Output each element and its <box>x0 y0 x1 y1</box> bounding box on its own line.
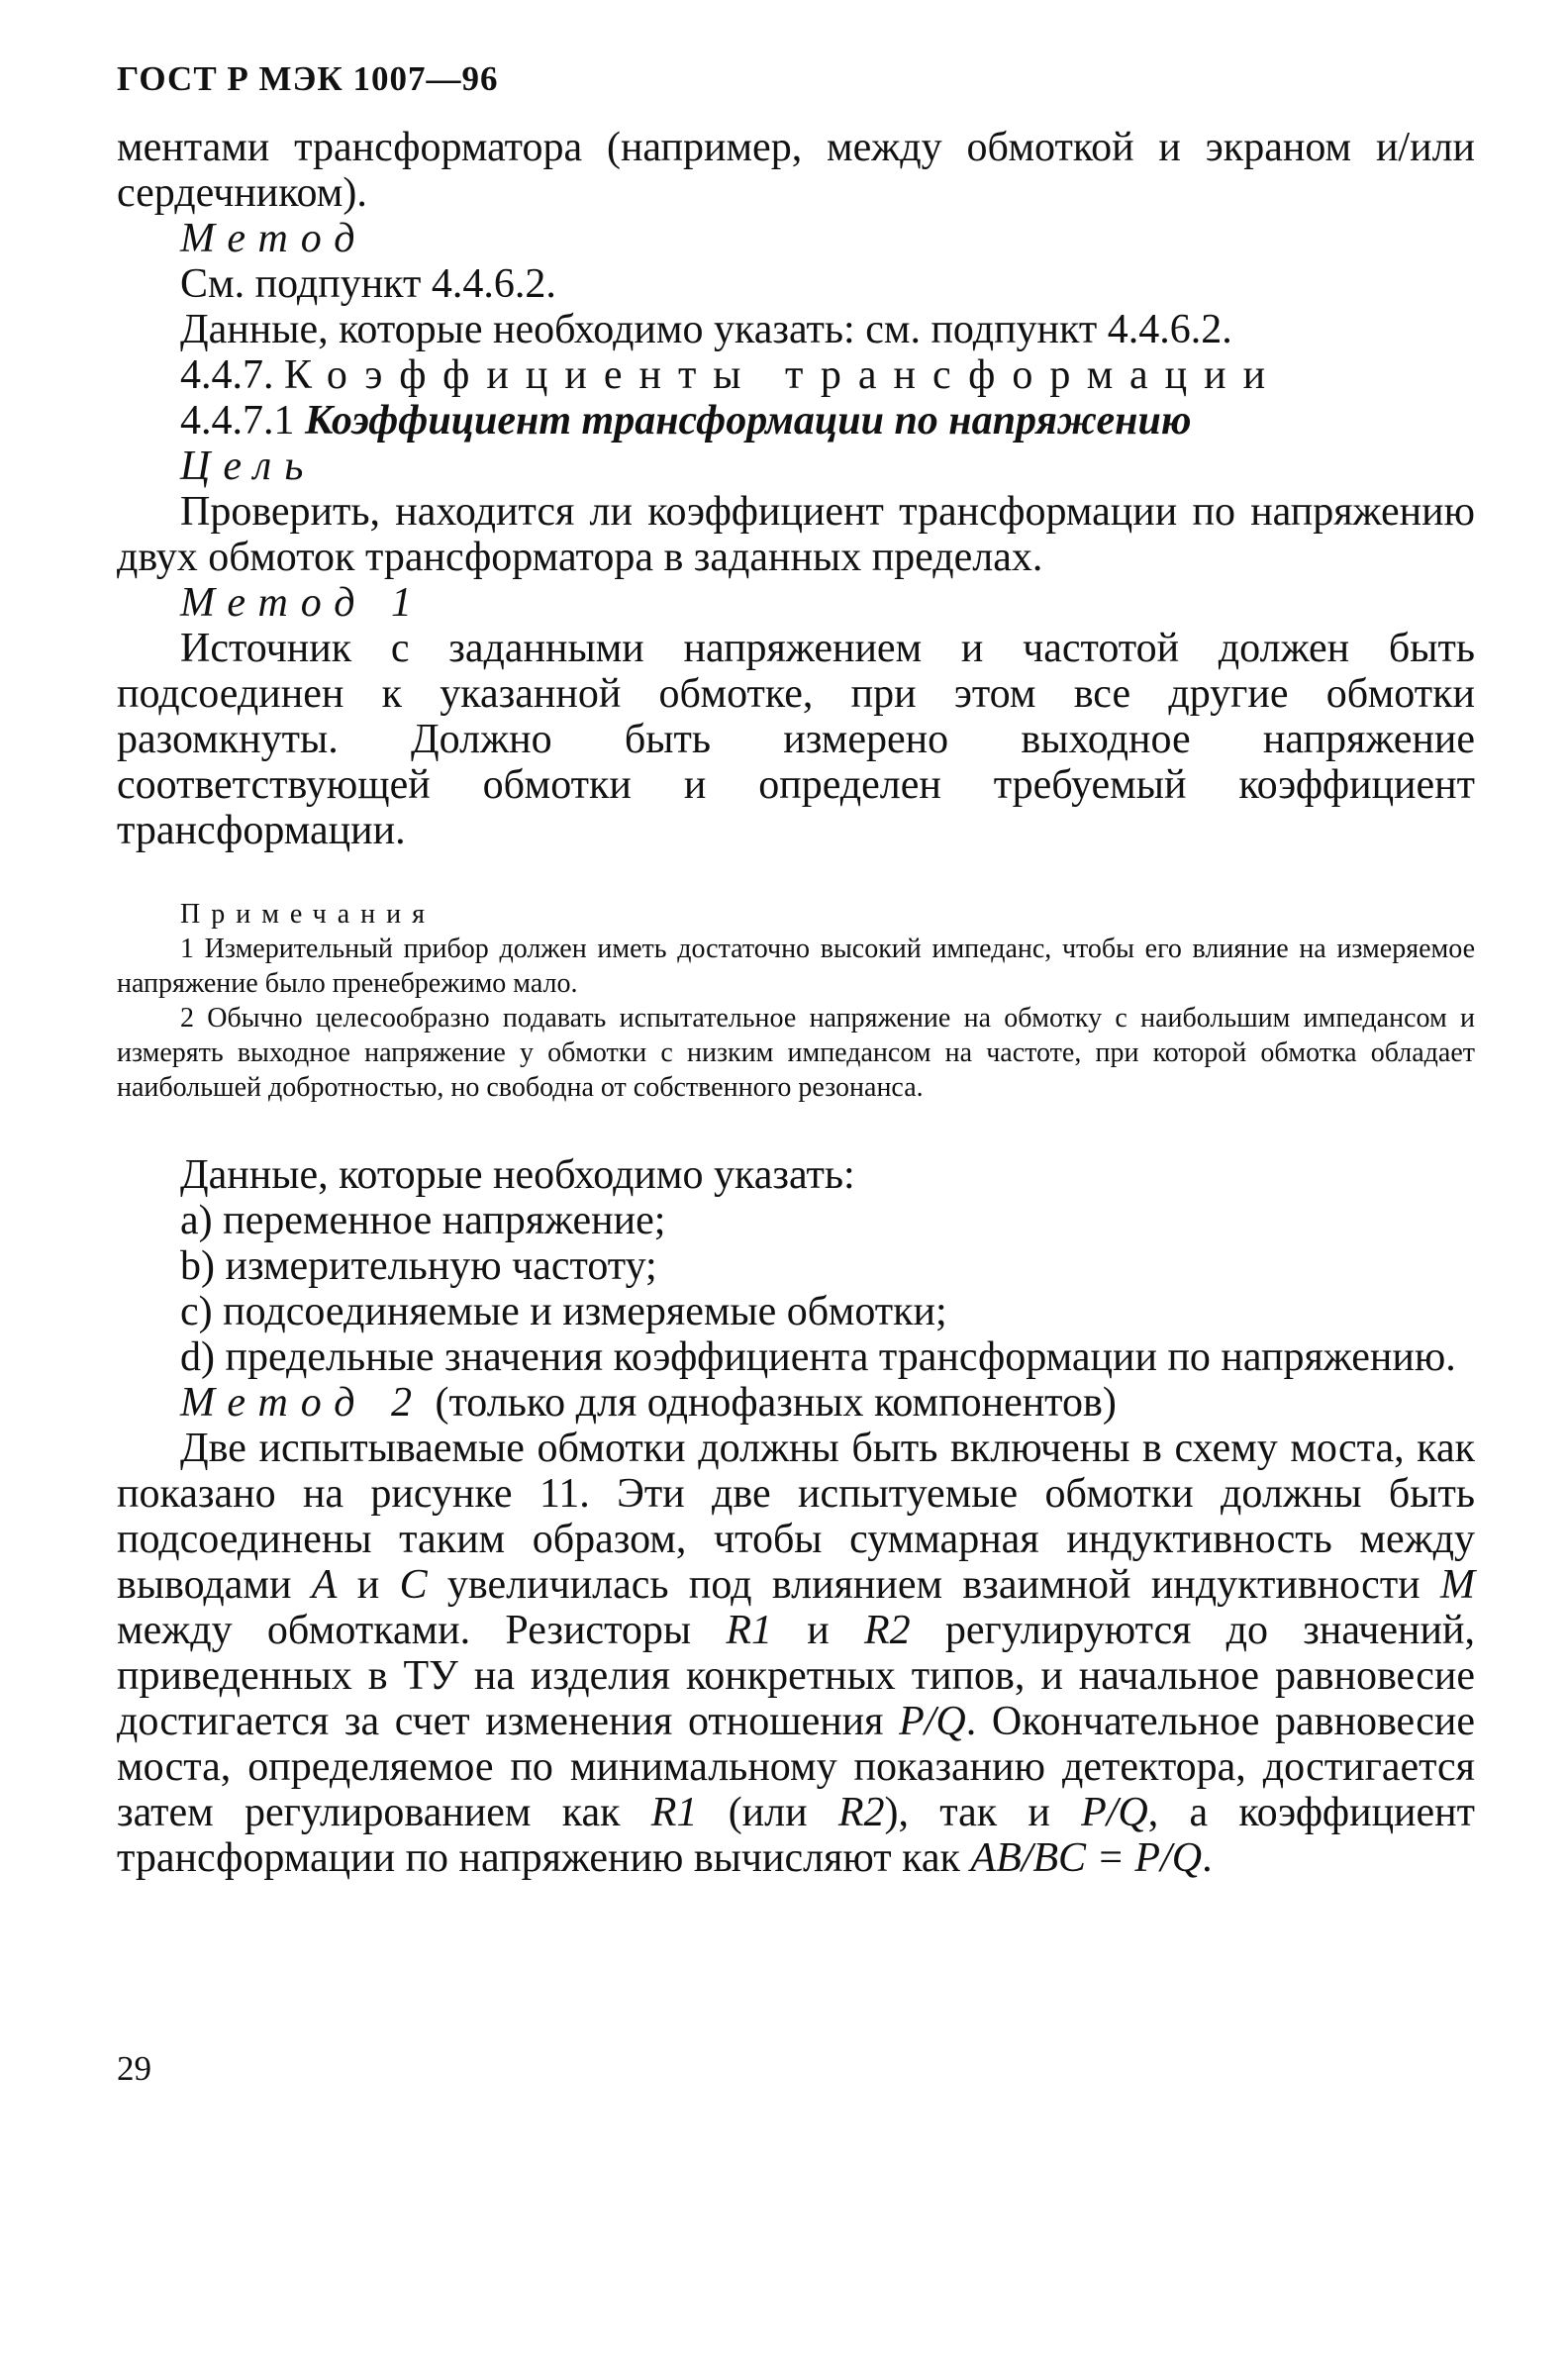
note-1: 1 Измерительный прибор должен иметь достаточно высокий импеданс, чтобы его влияние на измеряемое напряжение было пренебрежимо мало. <box>117 934 1475 999</box>
method2-suffix: (только для однофазных компонентов) <box>435 1380 1117 1426</box>
list-item: d) предельные значения коэффициента трансформации по напряжению. <box>180 1334 1456 1380</box>
notes-block <box>117 897 1475 1105</box>
section-title: Коэффициенты трансформации <box>284 352 1283 398</box>
goal-label: Цель <box>180 443 317 489</box>
data-list-intro: Данные, которые необходимо указать: <box>180 1152 855 1198</box>
section-number: 4.4.7. <box>180 352 274 398</box>
data-list <box>117 1152 1475 1881</box>
list-item: c) подсоединяемые и измеряемые обмотки; <box>180 1289 947 1334</box>
subsection-heading-4471 <box>117 398 1475 443</box>
paragraph-continuation: ментами трансформатора (например, между обмоткой и экраном и/или сердечником). <box>117 125 1475 216</box>
method1-text: Источник с заданными напряжением и частотой должен быть подсоединен к указанной обмотке, при этом все другие обмотки разомкнуты. Должно быть измерено выходное напряжение соответствующей обмотки и определен требуемый коэффициент трансформации. <box>117 626 1475 853</box>
see-reference: См. подпункт 4.4.6.2. <box>180 261 556 307</box>
method1-label: Метод 1 <box>180 580 426 626</box>
note-2: 2 Обычно целесообразно подавать испытательное напряжение на обмотку с наибольшим импедансом и измерять выходное напряжение у обмотки с низким импедансом на частоте, при которой обмотка обладает наибольшей добротностью, но свободна от собственного резонанса. <box>117 1003 1475 1103</box>
page-number: 29 <box>117 2049 151 2088</box>
section-heading-447 <box>117 352 1475 398</box>
method2-label: Метод 2 <box>180 1380 426 1426</box>
list-item: a) переменное напряжение; <box>180 1198 666 1243</box>
data-reference: Данные, которые необходимо указать: см. подпункт 4.4.6.2. <box>180 307 1232 352</box>
list-item: b) измерительную частоту; <box>180 1243 657 1289</box>
method-label: Метод <box>180 216 368 261</box>
method2-text: Две испытываемые обмотки должны быть включены в схему моста, как показано на рисунке 11. Эти две испытуемые обмотки должны быть подсоединены таким образом, чтобы суммарная индуктивность между выводами A и C увеличилась под влиянием взаимной индуктивности M между обмотками. Резисторы R1 и R2 регулируются до значений, приведенных в ТУ на изделия конкретных типов, и начальное равновесие достигается за счет изменения отношения P/Q. Окончательное равновесие моста, определяемое по минимальному показанию детектора, достигается затем регулированием как R1 (или R2), так и P/Q, а коэффициент трансформации по напряжению вычисляют как AB/BC = P/Q. <box>117 1426 1475 1881</box>
goal-text: Проверить, находится ли коэффициент трансформации по напряжению двух обмоток трансформатора в заданных пределах. <box>117 489 1475 580</box>
subsection-number: 4.4.7.1 <box>180 398 295 443</box>
document-page <box>117 59 1475 1881</box>
method2-heading <box>117 1380 1475 1426</box>
main-text <box>117 125 1475 853</box>
notes-title: Примечания <box>180 899 437 930</box>
subsection-title: Коэффициент трансформации по напряжению <box>305 398 1192 443</box>
document-header: ГОСТ Р МЭК 1007—96 <box>117 59 499 98</box>
